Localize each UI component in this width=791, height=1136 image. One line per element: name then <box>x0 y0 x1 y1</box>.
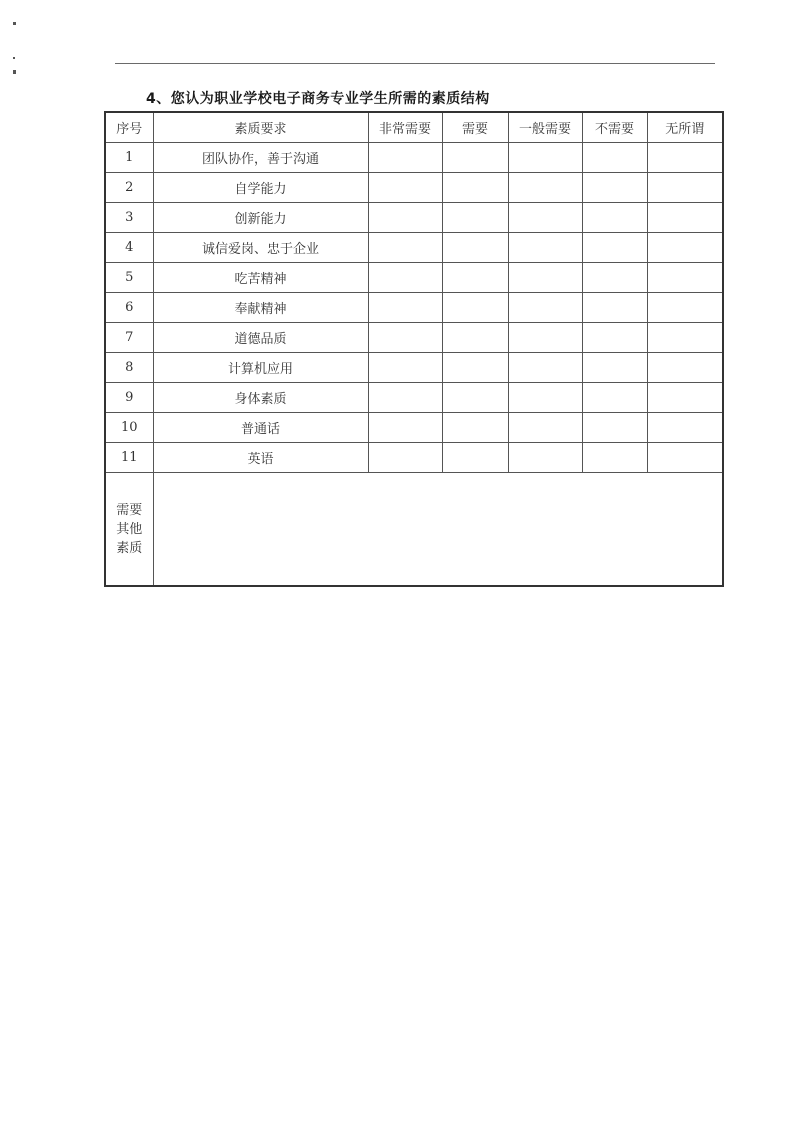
choice-cell-indifferent[interactable] <box>647 143 723 173</box>
row-quality: 英语 <box>153 443 368 473</box>
choice-cell-somewhat-needed[interactable] <box>508 323 582 353</box>
choice-cell-very-needed[interactable] <box>368 143 442 173</box>
table-row <box>105 443 723 473</box>
row-number: 5 <box>105 263 153 293</box>
table-row <box>105 413 723 443</box>
row-quality: 自学能力 <box>153 173 368 203</box>
choice-cell-not-needed[interactable] <box>582 443 647 473</box>
choice-cell-somewhat-needed[interactable] <box>508 233 582 263</box>
choice-cell-not-needed[interactable] <box>582 323 647 353</box>
choice-cell-somewhat-needed[interactable] <box>508 143 582 173</box>
row-number: 11 <box>105 443 153 473</box>
header-quality: 素质要求 <box>153 112 368 143</box>
choice-cell-not-needed[interactable] <box>582 413 647 443</box>
other-qualities-row <box>105 473 723 587</box>
choice-cell-indifferent[interactable] <box>647 443 723 473</box>
header-indifferent: 无所谓 <box>647 112 723 143</box>
table-row <box>105 293 723 323</box>
row-number: 7 <box>105 323 153 353</box>
row-number: 9 <box>105 383 153 413</box>
choice-cell-not-needed[interactable] <box>582 383 647 413</box>
choice-cell-indifferent[interactable] <box>647 383 723 413</box>
other-label-line: 其他 <box>116 521 143 537</box>
row-number: 10 <box>105 413 153 443</box>
quality-survey-table <box>104 111 724 587</box>
choice-cell-indifferent[interactable] <box>647 173 723 203</box>
choice-cell-very-needed[interactable] <box>368 353 442 383</box>
question-title: 4、您认为职业学校电子商务专业学生所需的素质结构 <box>146 91 490 107</box>
choice-cell-very-needed[interactable] <box>368 203 442 233</box>
header-number: 序号 <box>105 112 153 143</box>
choice-cell-needed[interactable] <box>442 233 508 263</box>
choice-cell-needed[interactable] <box>442 263 508 293</box>
choice-cell-somewhat-needed[interactable] <box>508 443 582 473</box>
choice-cell-indifferent[interactable] <box>647 263 723 293</box>
row-quality: 身体素质 <box>153 383 368 413</box>
header-row <box>105 112 723 143</box>
choice-cell-somewhat-needed[interactable] <box>508 293 582 323</box>
choice-cell-very-needed[interactable] <box>368 443 442 473</box>
choice-cell-not-needed[interactable] <box>582 143 647 173</box>
row-quality: 诚信爱岗、忠于企业 <box>153 233 368 263</box>
choice-cell-very-needed[interactable] <box>368 233 442 263</box>
header-very-needed: 非常需要 <box>368 112 442 143</box>
table-row <box>105 233 723 263</box>
row-quality: 奉献精神 <box>153 293 368 323</box>
row-quality: 普通话 <box>153 413 368 443</box>
table-row <box>105 323 723 353</box>
choice-cell-very-needed[interactable] <box>368 173 442 203</box>
choice-cell-very-needed[interactable] <box>368 413 442 443</box>
row-number: 2 <box>105 173 153 203</box>
choice-cell-indifferent[interactable] <box>647 293 723 323</box>
choice-cell-needed[interactable] <box>442 413 508 443</box>
row-number: 8 <box>105 353 153 383</box>
table-row <box>105 173 723 203</box>
table-row <box>105 263 723 293</box>
choice-cell-indifferent[interactable] <box>647 323 723 353</box>
choice-cell-needed[interactable] <box>442 293 508 323</box>
scan-speck <box>13 57 15 59</box>
row-number: 6 <box>105 293 153 323</box>
other-qualities-answer-area[interactable] <box>153 473 723 587</box>
choice-cell-needed[interactable] <box>442 203 508 233</box>
choice-cell-needed[interactable] <box>442 383 508 413</box>
choice-cell-needed[interactable] <box>442 143 508 173</box>
table-row <box>105 353 723 383</box>
choice-cell-somewhat-needed[interactable] <box>508 413 582 443</box>
choice-cell-indifferent[interactable] <box>647 203 723 233</box>
header-needed: 需要 <box>442 112 508 143</box>
row-quality: 创新能力 <box>153 203 368 233</box>
choice-cell-needed[interactable] <box>442 173 508 203</box>
header-rule <box>115 63 715 64</box>
row-number: 1 <box>105 143 153 173</box>
choice-cell-somewhat-needed[interactable] <box>508 173 582 203</box>
choice-cell-not-needed[interactable] <box>582 263 647 293</box>
scan-speck <box>13 70 16 74</box>
header-not-needed: 不需要 <box>582 112 647 143</box>
row-quality: 团队协作，善于沟通 <box>153 143 368 173</box>
choice-cell-somewhat-needed[interactable] <box>508 383 582 413</box>
choice-cell-not-needed[interactable] <box>582 233 647 263</box>
table-row <box>105 383 723 413</box>
choice-cell-needed[interactable] <box>442 443 508 473</box>
choice-cell-very-needed[interactable] <box>368 293 442 323</box>
choice-cell-not-needed[interactable] <box>582 293 647 323</box>
choice-cell-very-needed[interactable] <box>368 383 442 413</box>
row-number: 3 <box>105 203 153 233</box>
row-quality: 道德品质 <box>153 323 368 353</box>
choice-cell-indifferent[interactable] <box>647 413 723 443</box>
choice-cell-needed[interactable] <box>442 353 508 383</box>
choice-cell-very-needed[interactable] <box>368 263 442 293</box>
table-row <box>105 203 723 233</box>
choice-cell-not-needed[interactable] <box>582 203 647 233</box>
other-label-line: 素质 <box>116 540 143 556</box>
other-label-line: 需要 <box>116 502 143 518</box>
choice-cell-indifferent[interactable] <box>647 353 723 383</box>
choice-cell-somewhat-needed[interactable] <box>508 203 582 233</box>
row-quality: 计算机应用 <box>153 353 368 383</box>
table-row <box>105 143 723 173</box>
header-somewhat-needed: 一般需要 <box>508 112 582 143</box>
choice-cell-somewhat-needed[interactable] <box>508 263 582 293</box>
scan-speck <box>13 22 16 25</box>
choice-cell-not-needed[interactable] <box>582 173 647 203</box>
choice-cell-not-needed[interactable] <box>582 353 647 383</box>
choice-cell-indifferent[interactable] <box>647 233 723 263</box>
other-qualities-label <box>105 473 153 587</box>
row-number: 4 <box>105 233 153 263</box>
choice-cell-needed[interactable] <box>442 323 508 353</box>
choice-cell-very-needed[interactable] <box>368 323 442 353</box>
row-quality: 吃苦精神 <box>153 263 368 293</box>
choice-cell-somewhat-needed[interactable] <box>508 353 582 383</box>
